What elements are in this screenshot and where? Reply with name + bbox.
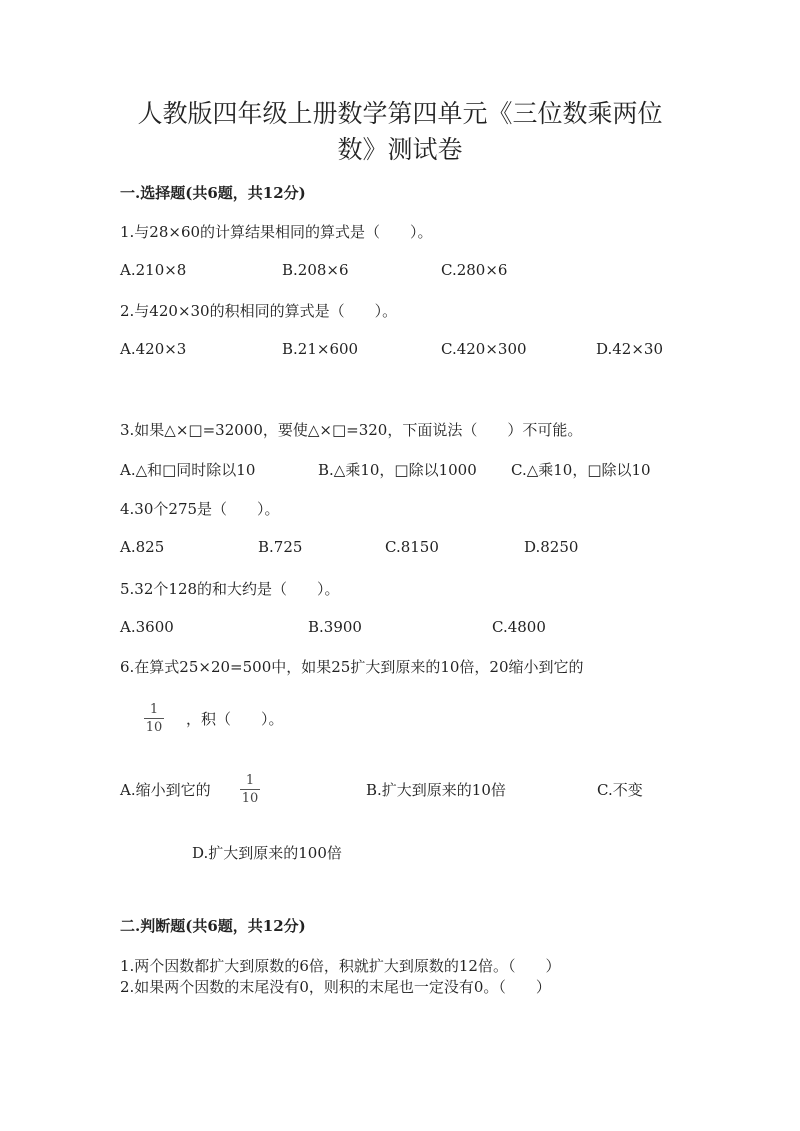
fraction-numerator: 1 [149, 702, 159, 717]
q5-option-c[interactable]: C.4800 [492, 618, 546, 636]
judgement-question-1: 1.两个因数都扩大到原数的6倍，积就扩大到原数的12倍。（ ） [120, 957, 561, 975]
fraction-denominator: 10 [145, 720, 163, 735]
q2-option-c[interactable]: C.420×300 [441, 340, 527, 358]
page-title-line-2: 数》测试卷 [337, 135, 463, 164]
question-4: 4.30个275是（ ）。 [120, 500, 280, 518]
fraction-numerator: 1 [245, 773, 255, 788]
q1-option-c[interactable]: C.280×6 [441, 261, 508, 279]
q4-option-c[interactable]: C.8150 [385, 538, 439, 556]
page-title-line-1: 人教版四年级上册数学第四单元《三位数乘两位 [137, 99, 663, 128]
section-1-heading: 一.选择题(共6题，共12分) [120, 184, 306, 202]
judgement-question-2: 2.如果两个因数的末尾没有0，则积的末尾也一定没有0。（ ） [120, 978, 551, 996]
q1-option-b[interactable]: B.208×6 [282, 261, 349, 279]
question-6-continued: ，积（ ）。 [186, 710, 284, 728]
q6-option-d[interactable]: D.扩大到原来的100倍 [192, 844, 342, 862]
q5-option-b[interactable]: B.3900 [308, 618, 362, 636]
q5-option-a[interactable]: A.3600 [120, 618, 174, 636]
q2-option-b[interactable]: B.21×600 [282, 340, 359, 358]
section-2-heading: 二.判断题(共6题，共12分) [120, 917, 306, 935]
fraction-bar [144, 718, 164, 719]
q4-option-b[interactable]: B.725 [258, 538, 303, 556]
q6-option-a[interactable]: A.缩小到它的 [120, 781, 211, 799]
q6-fraction [144, 702, 164, 735]
q4-option-d[interactable]: D.8250 [524, 538, 579, 556]
fraction-denominator: 10 [241, 791, 259, 806]
q3-option-c[interactable]: C.△乘10，□除以10 [511, 461, 651, 479]
q2-option-d[interactable]: D.42×30 [596, 340, 664, 358]
q6-option-a-fraction [240, 773, 260, 806]
question-3: 3.如果△×□=32000，要使△×□=320，下面说法（ ）不可能。 [120, 421, 583, 439]
q1-option-a[interactable]: A.210×8 [120, 261, 187, 279]
question-2: 2.与420×30的积相同的算式是（ ）。 [120, 302, 398, 320]
question-6: 6.在算式25×20=500中，如果25扩大到原来的10倍，20缩小到它的 [120, 658, 584, 676]
fraction-bar [240, 789, 260, 790]
q4-option-a[interactable]: A.825 [120, 538, 165, 556]
question-1: 1.与28×60的计算结果相同的算式是（ ）。 [120, 223, 433, 241]
q6-option-b[interactable]: B.扩大到原来的10倍 [366, 781, 506, 799]
q3-option-b[interactable]: B.△乘10，□除以1000 [318, 461, 477, 479]
q6-option-c[interactable]: C.不变 [597, 781, 643, 799]
q3-option-a[interactable]: A.△和□同时除以10 [120, 461, 256, 479]
question-5: 5.32个128的和大约是（ ）。 [120, 580, 340, 598]
q2-option-a[interactable]: A.420×3 [120, 340, 187, 358]
